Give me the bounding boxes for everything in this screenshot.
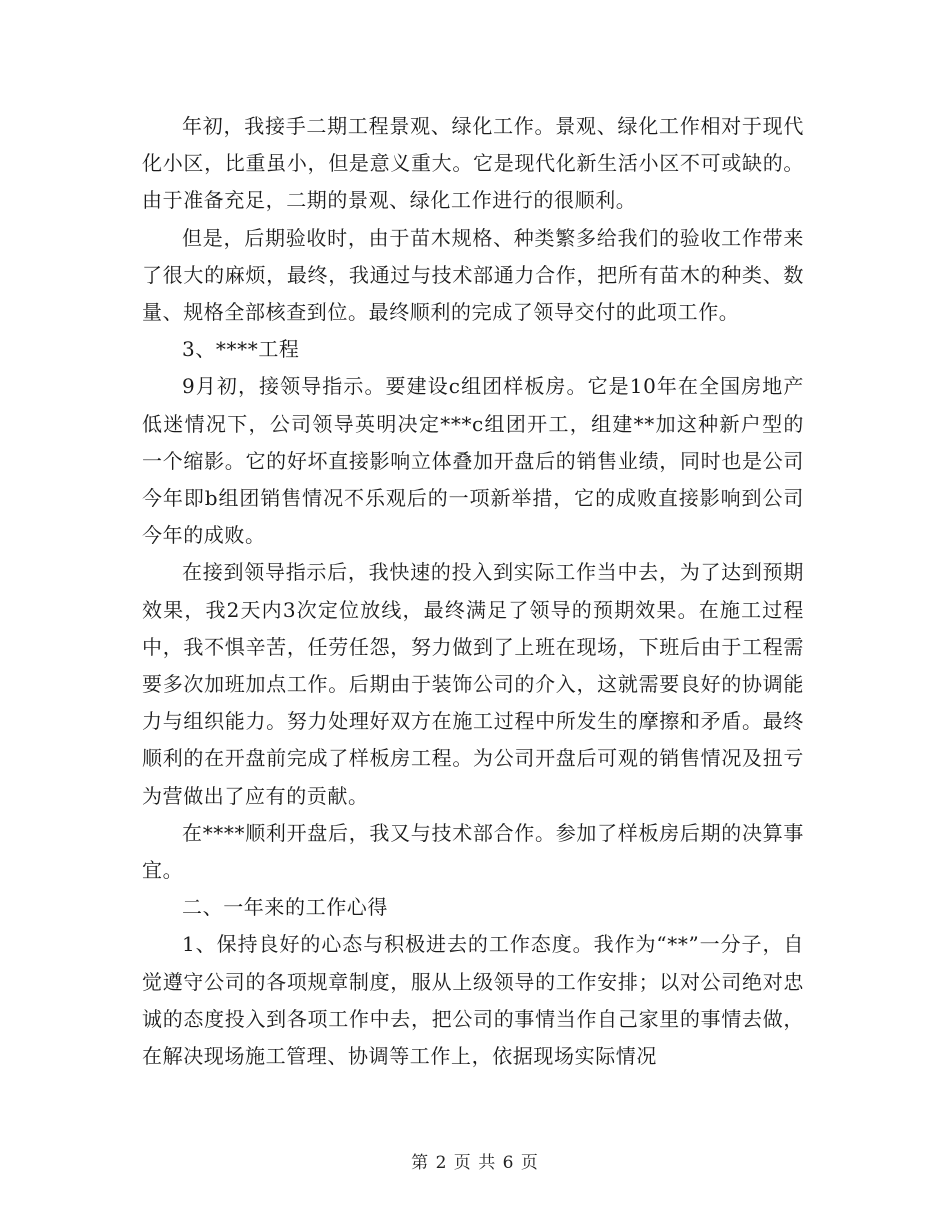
paragraph: 但是，后期验收时，由于苗木规格、种类繁多给我们的验收工作带来了很大的麻烦，最终，我通过与技术部通力合作，把所有苗木的种类、数量、规格全部核查到位。最终顺利的完成了领导交付的此项工作。	[142, 225, 804, 325]
section-heading: 3、****工程	[182, 337, 300, 362]
paragraph: 在****顺利开盘后，我又与技术部合作。参加了样板房后期的决算事宜。	[142, 820, 804, 883]
paragraph: 在接到领导指示后，我快速的投入到实际工作当中去，为了达到预期效果，我2天内3次定位放线，最终满足了领导的预期效果。在施工过程中，我不惧辛苦，任劳任怨，努力做到了上班在现场，下班后由于工程需要多次加班加点工作。后期由于装饰公司的介入，这就需要良好的协调能力与组织能力。努力处理好双方在施工过程中所发生的摩擦和矛盾。最终顺利的在开盘前完成了样板房工程。为公司开盘后可观的销售情况及扭亏为营做出了应有的贡献。	[142, 560, 804, 808]
page-number-footer: 第 2 页 共 6 页	[411, 1153, 539, 1173]
paragraph: 1、保持良好的心态与积极进去的工作态度。我作为“**”一分子，自觉遵守公司的各项规章制度，服从上级领导的工作安排；以对公司绝对忠诚的态度投入到各项工作中去，把公司的事情当作自己家里的事情去做，在解决现场施工管理、协调等工作上，依据现场实际情况	[142, 932, 804, 1069]
paragraph: 9月初，接领导指示。要建设c组团样板房。它是10年在全国房地产低迷情况下，公司领导英明决定***c组团开工，组建**加这种新户型的一个缩影。它的好坏直接影响立体叠加开盘后的销售业绩，同时也是公司今年即b组团销售情况不乐观后的一项新举措，它的成败直接影响到公司今年的成败。	[142, 374, 804, 548]
section-heading: 二、一年来的工作心得	[182, 895, 388, 920]
document-body	[142, 108, 804, 1075]
paragraph: 年初，我接手二期工程景观、绿化工作。景观、绿化工作相对于现代化小区，比重虽小，但是意义重大。它是现代化新生活小区不可或缺的。由于准备充足，二期的景观、绿化工作进行的很顺利。	[142, 114, 804, 213]
